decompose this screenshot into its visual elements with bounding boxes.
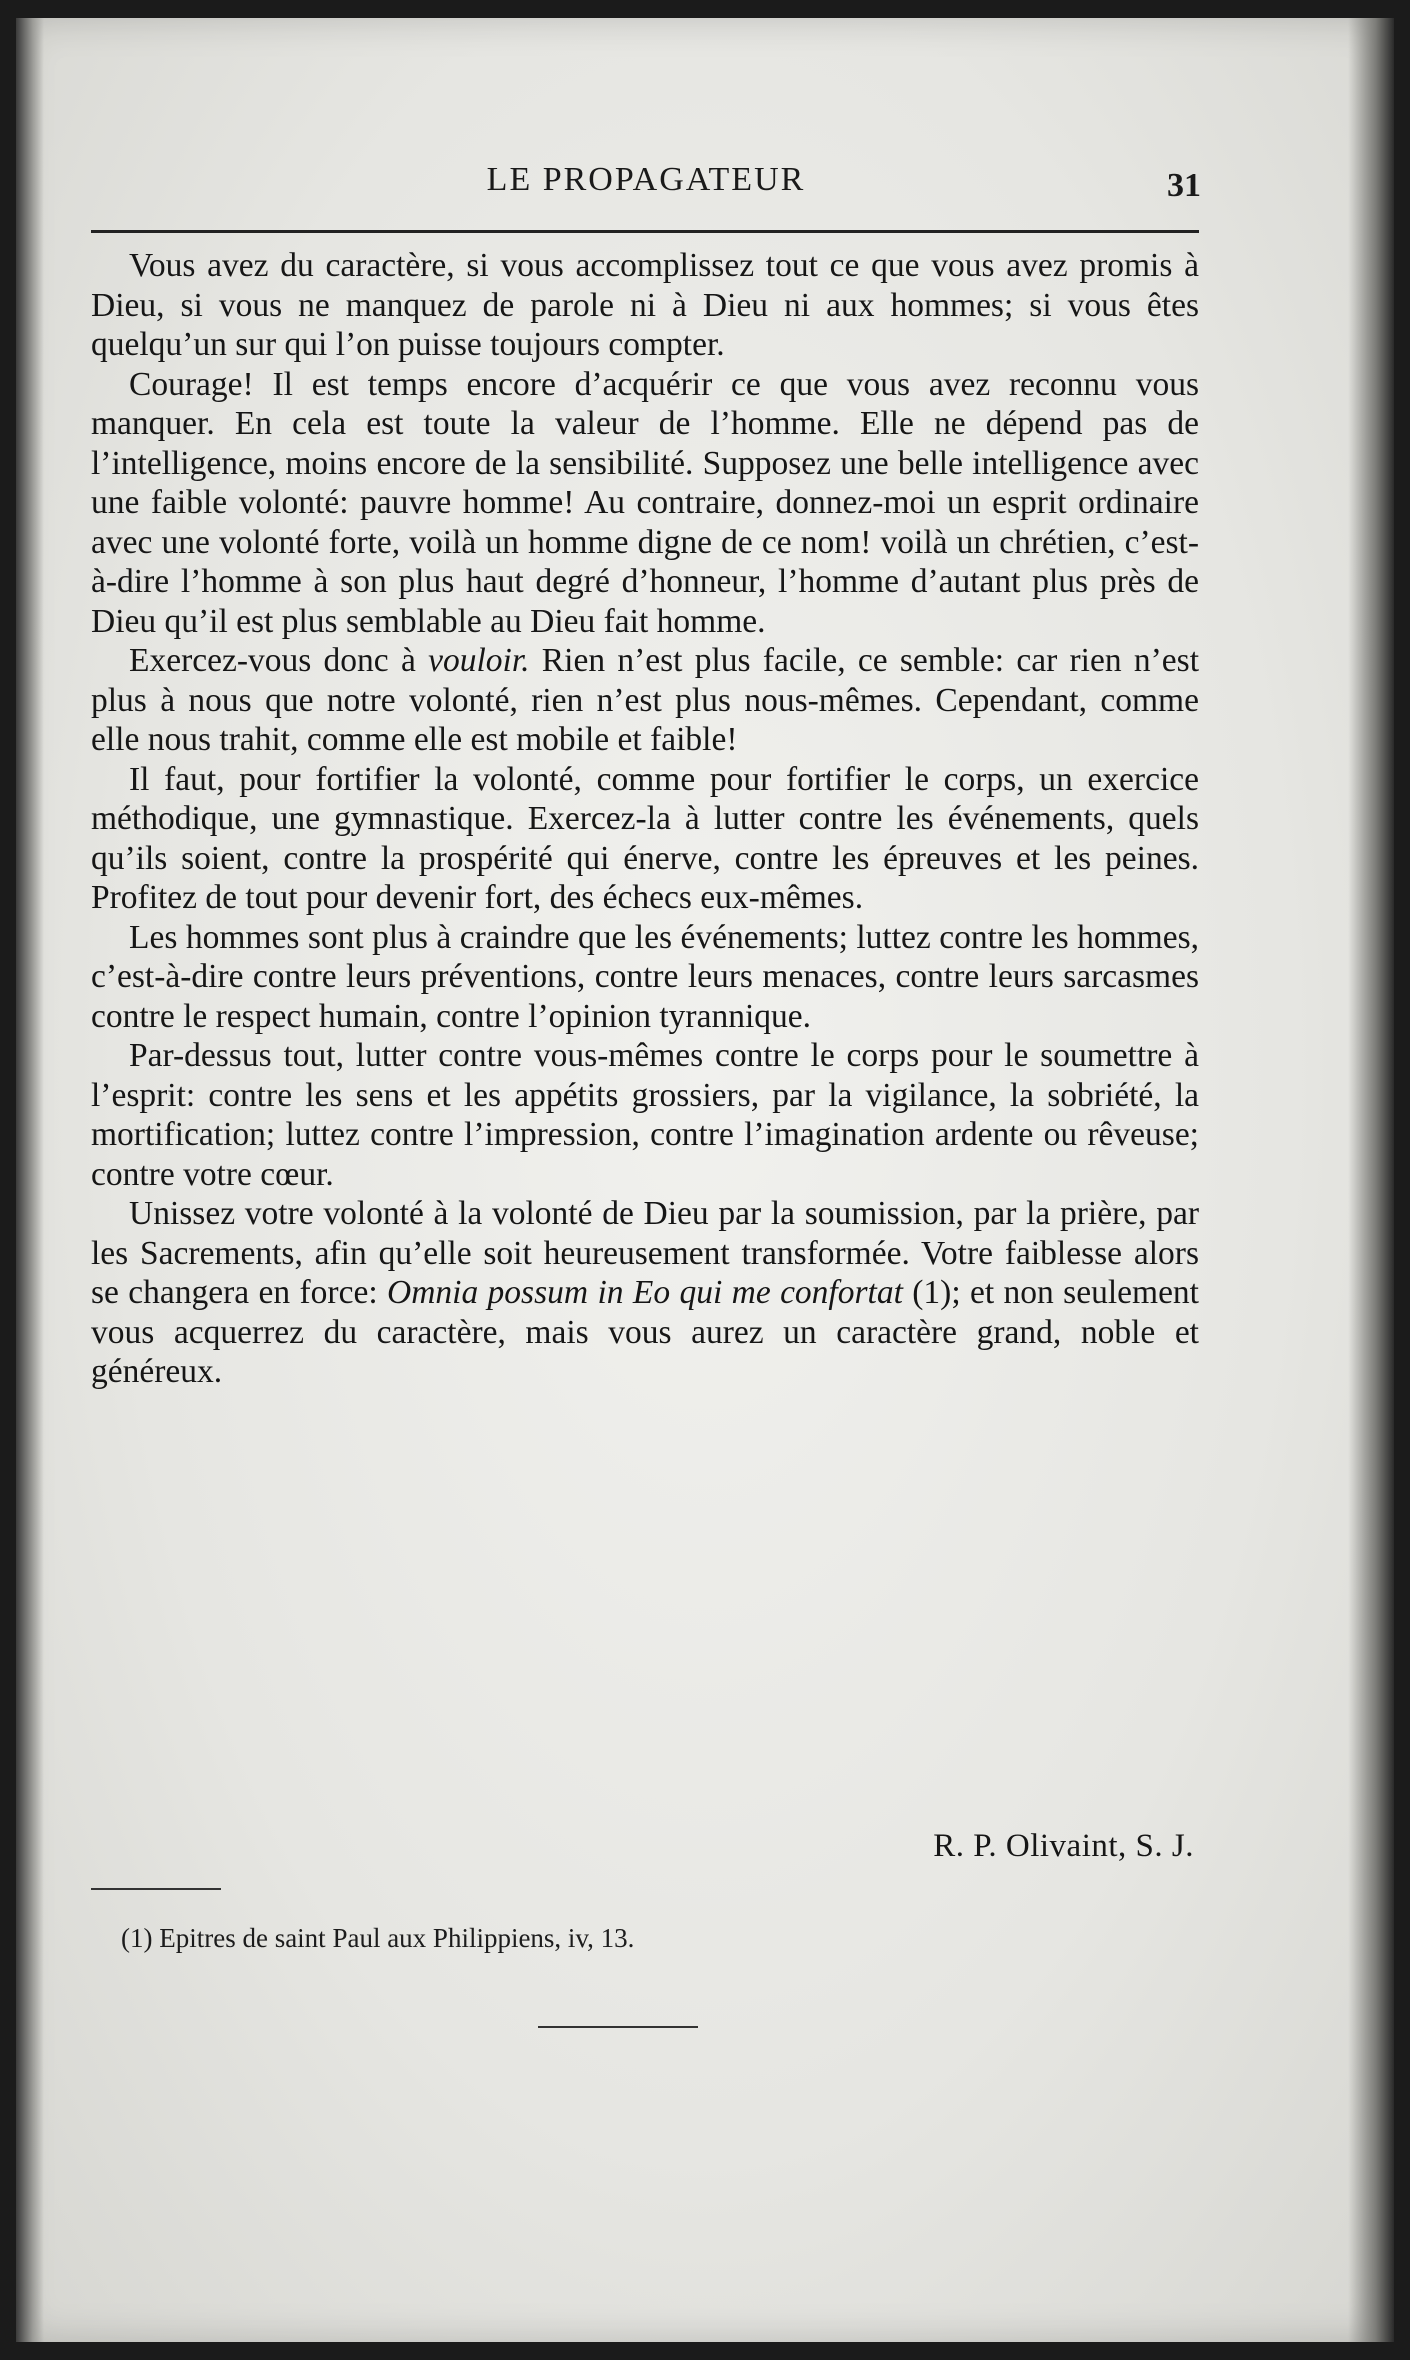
page-edge-shadow bbox=[1348, 18, 1394, 2342]
body-text bbox=[91, 246, 1199, 1392]
footnote: (1) Epitres de saint Paul aux Philippiens, iv, 13. bbox=[121, 1923, 635, 1953]
paragraph-text: Rien n’est plus facile, ce semble: car rien n’est plus à nous que notre volonté, rien n’est plus nous-mêmes. Cependant, comme elle nous trahit, comme elle est mobile et faible! bbox=[91, 642, 1199, 758]
end-rule bbox=[538, 2026, 698, 2028]
paragraph bbox=[91, 641, 1199, 760]
page-spine-shadow bbox=[16, 18, 44, 2342]
author-signature: R. P. Olivaint, S. J. bbox=[933, 1828, 1194, 1864]
paragraph: Les hommes sont plus à craindre que les événements; luttez contre les hommes, c’est-à-dire contre leurs préventions, contre leurs menaces, contre leurs sarcasmes contre le respect humain, contre l’opinion tyrannique. bbox=[91, 918, 1199, 1035]
page-header bbox=[91, 153, 1201, 213]
book-page bbox=[16, 18, 1394, 2342]
paragraph-italic: Omnia possum in Eo qui me confortat bbox=[387, 1274, 903, 1311]
footnote-rule bbox=[91, 1888, 221, 1890]
paragraph-text: (1); et non seulement vous acquerrez du caractère, mais vous aurez un caractère grand, noble et généreux. bbox=[91, 1274, 1199, 1390]
running-title: LE PROPAGATEUR bbox=[486, 161, 806, 198]
paragraph-italic: vouloir. bbox=[428, 642, 530, 679]
paragraph-text: Unissez votre volonté à la volonté de Dieu par la soumission, par la prière, par les Sacrements, afin qu’elle soit heureusement transformée. Votre faiblesse alors se changera en force: bbox=[91, 1195, 1199, 1311]
paragraph: Il faut, pour fortifier la volonté, comme pour fortifier le corps, un exercice méthodique, une gymnastique. Exercez-la à lutter contre les événements, quels qu’ils soient, contre la prospérité qui énerve, contre les épreuves et les peines. Profitez de tout pour devenir fort, des échecs eux-mêmes. bbox=[91, 760, 1199, 916]
paragraph-text: Exercez-vous donc à bbox=[129, 642, 429, 679]
paragraph: Vous avez du caractère, si vous accomplissez tout ce que vous avez promis à Dieu, si vous ne manquez de parole ni à Dieu ni aux hommes; si vous êtes quelqu’un sur qui l’on puisse toujours compter. bbox=[91, 247, 1199, 363]
page-number: 31 bbox=[1167, 167, 1201, 204]
paragraph: Par-dessus tout, lutter contre vous-mêmes contre le corps pour le soumettre à l’esprit: contre les sens et les appétits grossiers, par la vigilance, la sobriété, la mortification; luttez contre l’impression, contre l’imagination ardente ou rêveuse; contre votre cœur. bbox=[91, 1037, 1199, 1193]
paragraph: Courage! Il est temps encore d’acquérir ce que vous avez reconnu vous manquer. En cela est toute la valeur de l’homme. Elle ne dépend pas de l’intelligence, moins encore de la sensibilité. Supposez une belle intelligence avec une faible volonté: pauvre homme! Au contraire, donnez-moi un esprit ordinaire avec une volonté forte, voilà un homme digne de ce nom! voilà un chrétien, c’est-à-dire l’homme à son plus haut degré d’honneur, l’homme d’autant plus près de Dieu qu’il est plus semblable au Dieu fait homme. bbox=[91, 365, 1199, 640]
header-rule bbox=[91, 230, 1199, 233]
paragraph bbox=[91, 1194, 1199, 1392]
